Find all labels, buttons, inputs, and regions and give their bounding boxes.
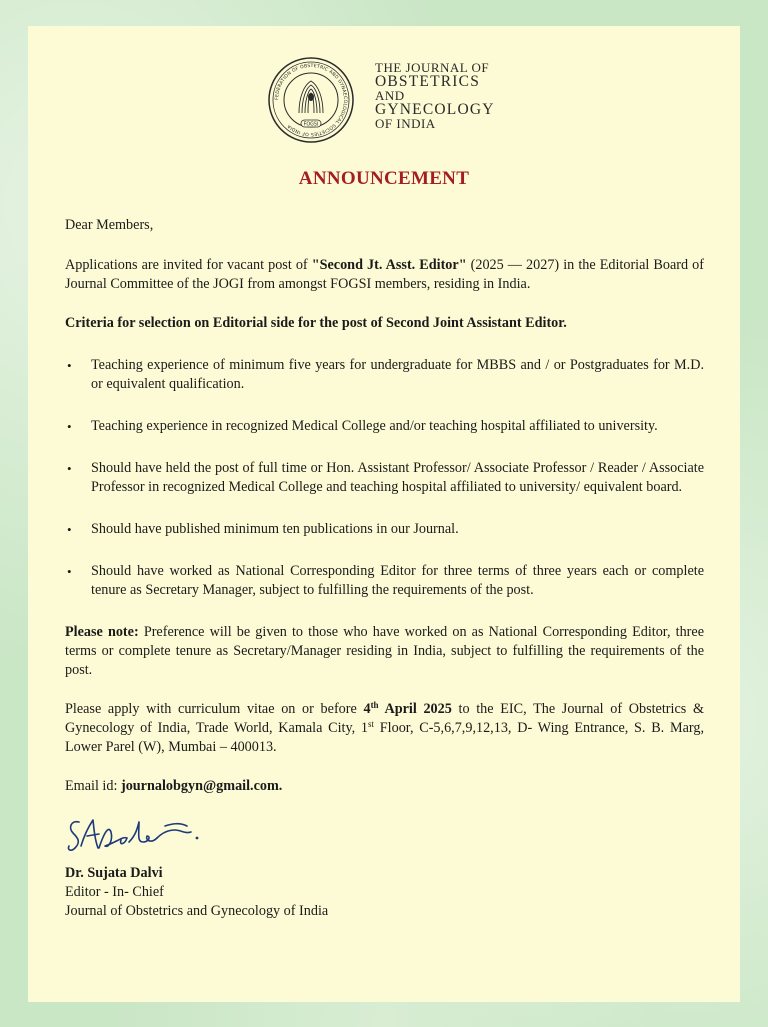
- signatory-organization: Journal of Obstetrics and Gynecology of India: [65, 903, 329, 919]
- signatory-title: Editor - In- Chief: [65, 884, 164, 900]
- journal-title-line: AND: [375, 88, 405, 103]
- apply-text: to the EIC, The Journal of Obstetrics & Gynecology of India, Trade World, Kamala City, 1: [65, 701, 704, 736]
- criteria-list: [65, 356, 704, 600]
- greeting: Dear Members,: [65, 217, 154, 233]
- announcement-sheet: [28, 26, 740, 1002]
- journal-title-line: GYNECOLOGY: [375, 101, 495, 118]
- criteria-item: • Teaching experience of minimum five years for undergraduate for MBBS and / or Postgraduates for M.D. or equivalent qualification.: [65, 356, 704, 394]
- post-title: "Second Jt. Asst. Editor": [311, 257, 467, 273]
- announcement-body: [65, 216, 704, 921]
- svg-text:FOGSI: FOGSI: [303, 122, 319, 128]
- email-line: [65, 777, 704, 796]
- intro-text: (2025 — 2027) in the Editorial Board of Journal Committee of the JOGI from amongst FOGSI members, residing in India.: [65, 257, 704, 292]
- email-address: journalobgyn@gmail.com.: [120, 778, 283, 794]
- criteria-item: • Teaching experience in recognized Medical College and/or teaching hospital affiliated to university.: [65, 417, 704, 436]
- intro-paragraph: [65, 256, 704, 294]
- note-text: Preference will be given to those who have worked on as National Corresponding Editor, three terms or complete tenure as Secretary/Manager residing in India, subject to fulfilling the requirements of the post.: [65, 624, 704, 678]
- deadline-date: 4th April 2025: [363, 700, 452, 717]
- intro-text: Applications are invited for vacant post of: [65, 257, 312, 273]
- journal-title-line: OF INDIA: [375, 116, 436, 131]
- journal-masthead: [268, 57, 528, 143]
- criteria-item: • Should have worked as National Corresponding Editor for three terms of three years each or complete tenure as Secretary Manager, subject to fulfilling the requirements of the post.: [65, 562, 704, 600]
- criteria-item: • Should have held the post of full time or Hon. Assistant Professor/ Associate Professor / Reader / Associate Professor in recognized Medical College and teaching hospital affiliated to university/ equivalent board.: [65, 459, 704, 497]
- svg-text:FEDERATION OF OBSTETRIC AND GY: FEDERATION OF OBSTETRIC AND GYNAECOLOGICAL SOCIETIES OF INDIA: [274, 63, 348, 137]
- note-label: Please note:: [65, 624, 139, 640]
- fogsi-seal-logo: [268, 57, 354, 143]
- signatory-name: Dr. Sujata Dalvi: [65, 865, 163, 881]
- journal-title: [375, 61, 495, 131]
- criteria-heading: Criteria for selection on Editorial side for the post of Second Joint Assistant Editor.: [65, 315, 567, 331]
- email-label: Email id:: [65, 778, 121, 794]
- apply-text: Floor, C-5,6,7,9,12,13, D- Wing Entrance, S. B. Marg, Lower Parel (W), Mumbai – 400013.: [65, 720, 704, 755]
- apply-paragraph: [65, 700, 704, 757]
- apply-text: Please apply with curriculum vitae on or before: [65, 701, 364, 717]
- announcement-heading: ANNOUNCEMENT: [298, 168, 470, 189]
- handwritten-signature: [65, 808, 205, 858]
- journal-title-line: OBSTETRICS: [375, 73, 481, 90]
- note-paragraph: [65, 623, 704, 680]
- journal-title-line: THE JOURNAL OF: [375, 60, 490, 75]
- floor-superscript: st: [368, 719, 375, 729]
- criteria-item: • Should have published minimum ten publications in our Journal.: [65, 520, 704, 539]
